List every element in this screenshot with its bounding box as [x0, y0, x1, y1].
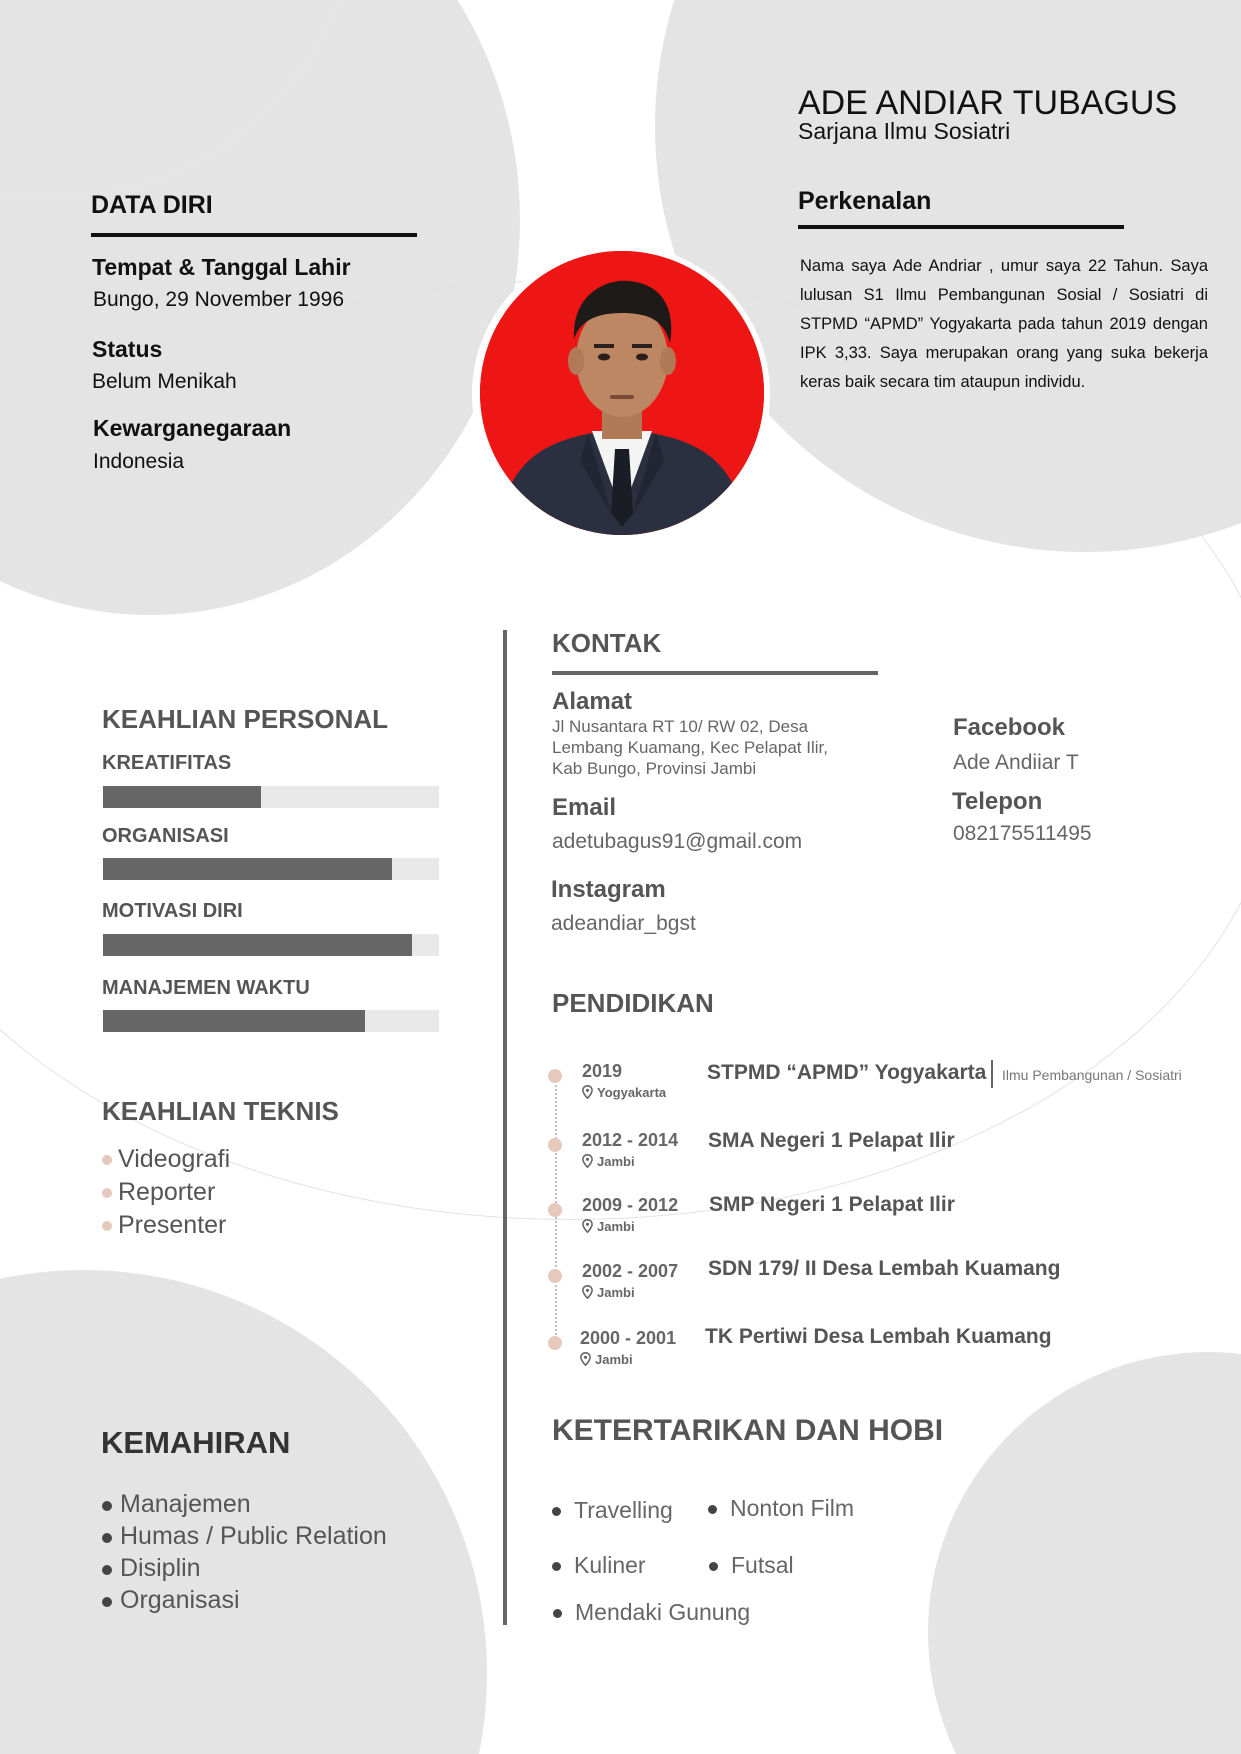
education-major: Ilmu Pembangunan / Sosiatri [1002, 1067, 1182, 1083]
education-year: 2012 - 2014 [582, 1130, 679, 1150]
email-label: Email [552, 794, 617, 821]
list-item-text: Manajemen [120, 1490, 251, 1518]
person-name: ADE ANDIAR TUBAGUS [798, 84, 1178, 122]
alamat-value [552, 716, 882, 779]
list-item [100, 1586, 387, 1618]
hobi-item [553, 1599, 750, 1626]
education-city: Jambi [597, 1285, 635, 1300]
skill-bar-fill [103, 934, 412, 956]
instagram-value: adeandiar_bgst [551, 912, 696, 935]
list-item-text: Reporter [118, 1178, 216, 1206]
birth-label: Tempat & Tanggal Lahir [92, 254, 351, 280]
bullet-icon [102, 1155, 112, 1165]
education-school: STPMD “APMD” Yogyakarta [707, 1061, 987, 1084]
facebook-label: Facebook [953, 714, 1066, 741]
education-year: 2002 - 2007 [582, 1261, 679, 1281]
hobi-item-text: Travelling [574, 1497, 673, 1523]
skill-bar [103, 1010, 439, 1032]
location-pin-icon [582, 1285, 593, 1299]
bullet-icon [102, 1501, 112, 1511]
education-location [582, 1219, 635, 1234]
status-value: Belum Menikah [92, 370, 237, 393]
kontak-underline [552, 671, 878, 675]
location-pin-icon [582, 1154, 593, 1168]
education-city: Jambi [597, 1154, 635, 1169]
alamat-label: Alamat [552, 688, 633, 715]
education-entry [548, 1257, 1208, 1311]
kontak-heading: KONTAK [552, 628, 662, 658]
education-entry [548, 1325, 1208, 1378]
bullet-icon [102, 1597, 112, 1607]
education-entry [548, 1061, 1208, 1111]
separator [991, 1060, 993, 1088]
perkenalan-text: Nama saya Ade Andriar , umur saya 22 Tahun. Saya lulusan S1 Ilmu Pembangunan Sosial / Sosiatri di STPMD “APMD” Yogyakarta pada tahun 2019 dengan IPK 3,33. Saya merupakan orang yang suka bekerja keras baik secara tim ataupun individu. [800, 257, 1208, 391]
status-label: Status [92, 336, 163, 362]
hobi-item-text: Mendaki Gunung [575, 1599, 751, 1625]
citizenship-value: Indonesia [93, 450, 185, 473]
skill-bar-fill [103, 1010, 365, 1032]
list-item-text: Disiplin [120, 1554, 201, 1582]
alamat-line: Lembang Kuamang, Kec Pelapat Ilir, [552, 738, 828, 757]
telepon-label: Telepon [952, 788, 1043, 815]
perkenalan-heading: Perkenalan [798, 187, 932, 215]
facebook-value: Ade Andiiar T [953, 751, 1079, 774]
skill-label: MOTIVASI DIRI [102, 900, 243, 922]
education-location [582, 1085, 666, 1100]
skill-bar [103, 858, 439, 880]
hobi-item [552, 1552, 646, 1579]
hobi-item-text: Futsal [731, 1552, 794, 1578]
timeline-dot [548, 1069, 562, 1083]
email-value: adetubagus91@gmail.com [552, 830, 803, 853]
column-divider [503, 630, 507, 1625]
instagram-label: Instagram [551, 876, 666, 903]
timeline-dot [548, 1203, 562, 1217]
alamat-line: Jl Nusantara RT 10/ RW 02, Desa [552, 717, 809, 736]
birth-value: Bungo, 29 November 1996 [93, 288, 345, 311]
education-school: TK Pertiwi Desa Lembah Kuamang [705, 1325, 1052, 1348]
education-year: 2000 - 2001 [580, 1328, 677, 1348]
list-item [102, 1145, 230, 1178]
skill-label: MANAJEMEN WAKTU [102, 977, 310, 999]
person-portrait-icon [480, 251, 764, 535]
telepon-value: 082175511495 [953, 822, 1092, 845]
bullet-icon [102, 1565, 112, 1575]
list-item [102, 1178, 230, 1211]
skill-bar-fill [103, 786, 261, 808]
hobi-heading: KETERTARIKAN DAN HOBI [552, 1414, 944, 1447]
location-pin-icon [582, 1219, 593, 1233]
bullet-icon [709, 1562, 718, 1571]
citizenship-label: Kewarganegaraan [93, 415, 292, 441]
education-year: 2019 [582, 1061, 623, 1081]
list-item-text: Organisasi [120, 1586, 240, 1614]
list-item-text: Presenter [118, 1211, 227, 1239]
list-item-text: Videografi [118, 1145, 231, 1173]
skill-bar [103, 786, 439, 808]
hobi-item [708, 1495, 854, 1522]
keahlian-teknis-list [102, 1145, 230, 1244]
list-item [100, 1490, 387, 1522]
hobi-item [709, 1552, 794, 1579]
keahlian-personal-heading: KEAHLIAN PERSONAL [102, 704, 389, 734]
bullet-icon [552, 1562, 561, 1571]
bullet-icon [102, 1533, 112, 1543]
bullet-icon [552, 1507, 561, 1516]
kemahiran-list [100, 1490, 387, 1618]
education-school: SMP Negeri 1 Pelapat Ilir [709, 1193, 955, 1216]
hobi-item-text: Nonton Film [730, 1495, 854, 1521]
bullet-icon [553, 1609, 562, 1618]
perkenalan-underline [798, 225, 1124, 229]
education-school: SMA Negeri 1 Pelapat Ilir [708, 1129, 955, 1152]
timeline-dot [548, 1336, 562, 1350]
bullet-icon [708, 1505, 717, 1514]
education-year: 2009 - 2012 [582, 1195, 679, 1215]
bullet-icon [102, 1188, 112, 1198]
pendidikan-heading: PENDIDIKAN [552, 988, 714, 1018]
education-entry [548, 1195, 1208, 1245]
timeline-dot [548, 1269, 562, 1283]
skill-label: KREATIFITAS [102, 752, 232, 774]
data-diri-underline [91, 233, 417, 237]
person-degree: Sarjana Ilmu Sosiatri [798, 118, 1011, 144]
education-entry [548, 1130, 1208, 1180]
location-pin-icon [582, 1085, 593, 1099]
timeline-dot [548, 1138, 562, 1152]
education-location [580, 1352, 633, 1367]
keahlian-teknis-heading: KEAHLIAN TEKNIS [102, 1096, 339, 1126]
data-diri-heading: DATA DIRI [91, 191, 213, 219]
list-item [100, 1522, 387, 1554]
kemahiran-heading: KEMAHIRAN [101, 1425, 291, 1460]
background-circle-bottom-right [928, 1352, 1241, 1754]
skill-bar [103, 934, 439, 956]
list-item [102, 1211, 230, 1244]
skill-bar-fill [103, 858, 392, 880]
hobi-item-text: Kuliner [574, 1552, 646, 1578]
location-pin-icon [580, 1352, 591, 1366]
education-city: Jambi [595, 1352, 633, 1367]
hobi-item [552, 1497, 673, 1524]
skill-label: ORGANISASI [102, 825, 229, 847]
education-city: Yogyakarta [597, 1085, 667, 1100]
list-item-text: Humas / Public Relation [120, 1522, 387, 1550]
education-location [582, 1154, 635, 1169]
education-city: Jambi [597, 1219, 635, 1234]
bullet-icon [102, 1221, 112, 1231]
education-location [582, 1285, 635, 1300]
alamat-line: Kab Bungo, Provinsi Jambi [552, 759, 757, 778]
profile-photo [480, 251, 764, 535]
list-item [100, 1554, 387, 1586]
education-school: SDN 179/ II Desa Lembah Kuamang [708, 1257, 1061, 1280]
